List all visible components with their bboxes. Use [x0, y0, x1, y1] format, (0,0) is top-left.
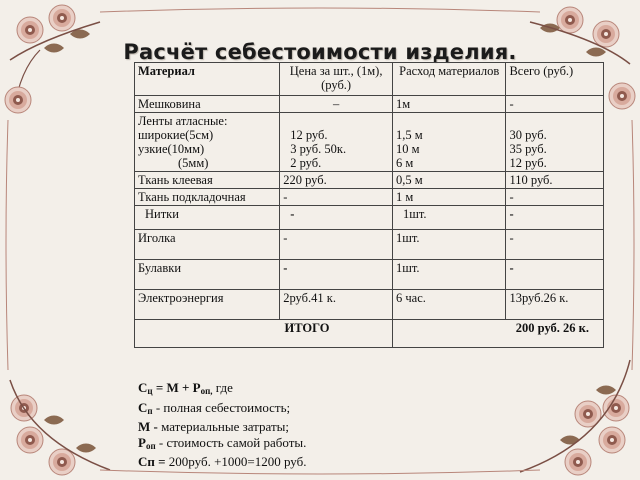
table-row — [135, 189, 604, 206]
formula-line-4: $Р_{оп}$ - стоимость самой работы. — [138, 434, 307, 451]
cell-material — [135, 113, 280, 172]
cell-usage: 1шт. — [393, 206, 506, 230]
cell-total: - — [506, 260, 604, 290]
total-narrow: 35 руб. — [509, 142, 547, 156]
total-thin: 12 руб. — [509, 156, 547, 170]
cell-material: Иголка — [135, 230, 280, 260]
cell-material: Мешковина — [135, 96, 280, 113]
cell-usage: 6 час. — [393, 290, 506, 320]
formula-line-3: М - материальные затраты; — [138, 419, 289, 434]
cell-price: - — [280, 206, 393, 230]
cell-price: - — [280, 189, 393, 206]
cell-material: Электроэнергия — [135, 290, 280, 320]
cell-material: Нитки — [135, 206, 280, 230]
formula-line-2: $С_п$ - полная себестоимость; — [138, 399, 291, 416]
table-row — [135, 290, 604, 320]
table-row — [135, 96, 604, 113]
price-thin: 2 руб. — [290, 156, 322, 170]
cost-table — [134, 62, 604, 348]
cell-price: - — [280, 230, 393, 260]
cell-material: Булавки — [135, 260, 280, 290]
cell-price: – — [280, 96, 393, 113]
usage-thin: 6 м — [396, 156, 414, 170]
cell-usage: 0,5 м — [393, 172, 506, 189]
table-header-row — [135, 63, 604, 96]
cell-price — [280, 113, 393, 172]
cell-material: Ткань клеевая — [135, 172, 280, 189]
cell-usage: 1 м — [393, 189, 506, 206]
table-row — [135, 260, 604, 290]
cell-price: 2руб.41 к. — [280, 290, 393, 320]
ribbon-narrow: узкие(10мм) — [138, 142, 205, 156]
cell-usage: 1шт. — [393, 230, 506, 260]
total-wide: 30 руб. — [509, 128, 547, 142]
ribbon-wide: широкие(5см) — [138, 128, 214, 142]
table-total-row — [135, 320, 604, 348]
ribbon-title: Ленты атласные: — [138, 114, 228, 128]
cell-total — [506, 113, 604, 172]
page-title: Расчёт себестоимости изделия. — [123, 40, 517, 64]
header-material: Материал — [135, 63, 280, 96]
usage-wide: 1,5 м — [396, 128, 423, 142]
formula-block — [138, 380, 307, 470]
table-row — [135, 172, 604, 189]
usage-narrow: 10 м — [396, 142, 420, 156]
cell-total: - — [506, 206, 604, 230]
cell-total: - — [506, 96, 604, 113]
total-value: 200 руб. 26 к. — [393, 320, 604, 348]
cell-usage: 1шт. — [393, 260, 506, 290]
cell-price: - — [280, 260, 393, 290]
cell-usage — [393, 113, 506, 172]
table-row — [135, 230, 604, 260]
header-price: Цена за шт., (1м), (руб.) — [280, 63, 393, 96]
table-row — [135, 206, 604, 230]
price-narrow: 3 руб. 50к. — [290, 142, 347, 156]
total-label: ИТОГО — [135, 320, 393, 348]
formula-line-1: $С_ц = М + Р_{оп,}$ где — [138, 380, 233, 396]
cell-total: 13руб.26 к. — [506, 290, 604, 320]
table-row — [135, 113, 604, 172]
cell-price: 220 руб. — [280, 172, 393, 189]
cell-material: Ткань подкладочная — [135, 189, 280, 206]
formula-line-5: Сп = 200руб. +1000=1200 руб. — [138, 454, 307, 469]
cell-total: - — [506, 189, 604, 206]
cell-usage: 1м — [393, 96, 506, 113]
cell-total: - — [506, 230, 604, 260]
header-usage: Расход материалов — [393, 63, 506, 96]
price-wide: 12 руб. — [290, 128, 328, 142]
ribbon-thin: (5мм) — [178, 156, 209, 170]
header-total: Всего (руб.) — [506, 63, 604, 96]
cell-total: 110 руб. — [506, 172, 604, 189]
